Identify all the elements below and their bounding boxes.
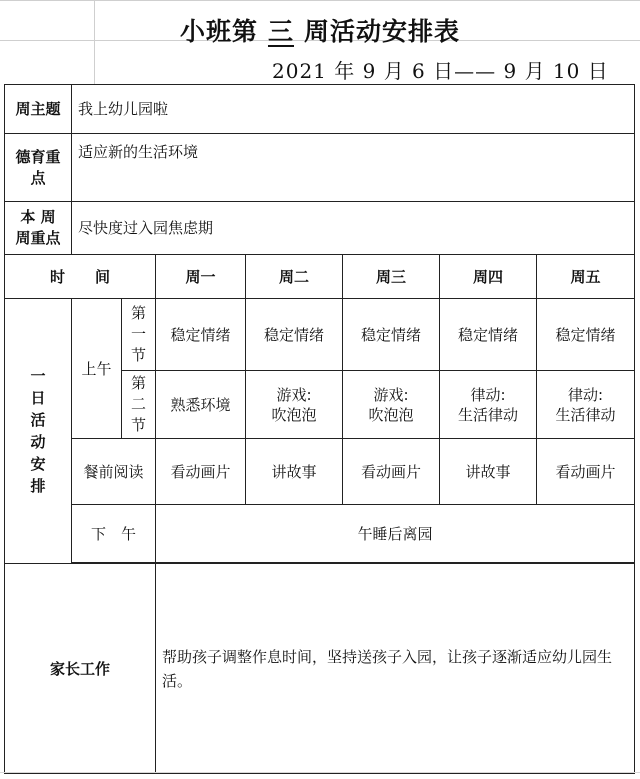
day-header-fri: 周五 [537,255,635,299]
daily-activity-label: 一日活动安排 [5,299,72,564]
day-header-wed: 周三 [343,255,440,299]
period2-label: 第二节 [122,371,156,439]
period2-fri: 律动: 生活律动 [537,371,635,439]
period2-thu: 律动: 生活律动 [440,371,537,439]
period1-thu: 稳定情绪 [440,299,537,371]
moral-focus-label: 德育重点 [5,134,72,202]
morning-label: 上午 [72,299,122,439]
title-week-number: 三 [267,17,294,46]
parent-work-value: 帮助孩子调整作息时间，坚持送孩子入园，让孩子逐渐适应幼儿园生活。 [156,564,635,774]
period1-mon: 稳定情绪 [156,299,246,371]
grid-line [0,0,640,1]
title-prefix: 小班第 [179,17,258,46]
reading-thu: 讲故事 [440,439,537,505]
period1-tue: 稳定情绪 [246,299,343,371]
period2-tue: 游戏: 吹泡泡 [246,371,343,439]
grid-line [0,772,640,773]
reading-tue: 讲故事 [246,439,343,505]
period1-label: 第一节 [122,299,156,371]
reading-label: 餐前阅读 [72,439,156,505]
week-theme-value: 我上幼儿园啦 [72,85,635,134]
period1-wed: 稳定情绪 [343,299,440,371]
schedule-table [4,84,635,774]
moral-focus-value: 适应新的生活环境 [72,134,635,202]
day-header-mon: 周一 [156,255,246,299]
reading-mon: 看动画片 [156,439,246,505]
reading-fri: 看动画片 [537,439,635,505]
period2-mon: 熟悉环境 [156,371,246,439]
page-title [0,12,640,48]
week-focus-label: 本 周 周重点 [5,202,72,255]
week-theme-label: 周主题 [5,85,72,134]
period1-fri: 稳定情绪 [537,299,635,371]
week-focus-value: 尽快度过入园焦虑期 [72,202,635,255]
reading-wed: 看动画片 [343,439,440,505]
period2-wed: 游戏: 吹泡泡 [343,371,440,439]
afternoon-label: 下 午 [72,505,156,563]
day-header-thu: 周四 [440,255,537,299]
parent-work-label: 家长工作 [5,564,156,774]
afternoon-value: 午睡后离园 [156,505,635,563]
time-header: 时 间 [5,255,156,299]
title-suffix: 周活动安排表 [304,17,461,46]
date-range: 2021 年 9 月 6 日—— 9 月 10 日 [272,59,609,83]
day-header-tue: 周二 [246,255,343,299]
